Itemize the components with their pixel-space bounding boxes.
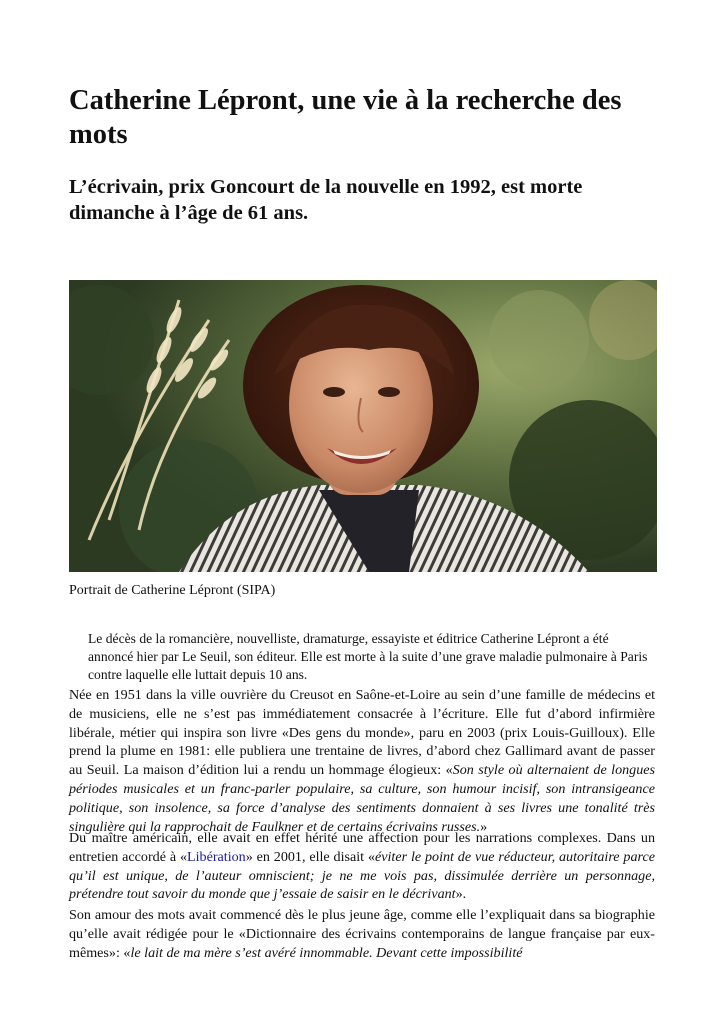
portrait-photo [69,280,657,572]
liberation-link[interactable]: Libération [187,848,246,865]
paragraph-text: » en 2001, elle disait « [245,848,375,865]
quote-dictionary: le lait de ma mère s’est avéré innommable. Devant cette impossibilité [130,944,523,961]
paragraph-text: Née en 1951 dans la ville ouvrière du Creusot en Saône-et-Loire au sein d’une famille de médecins et de musiciens, elle ne s’est pas immédiatement consacrée à l’écriture. Elle fut d’abord infirmière libérale, métier qui inspira son livre «Des gens du monde», paru en 2003 (prix Louis-Guilloux). Elle prend la plume en 1981: elle publiera une trentaine de livres, d’abord chez Gallimard avant de passer au Seuil. La maison d’édition lui a rendu un hommage élogieux: « [69,687,655,779]
quote-interview: éviter le point de vue réducteur, autoritaire parce qu’il est unique, de l’auteur omniscient; je ne me vois pas, dissimulée derrière un personnage, prétendre tout savoir du monde que j’essaie de saisir en le décrivant [69,848,655,903]
paragraph-childhood [69,906,655,968]
article-subtitle: L’écrivain, prix Goncourt de la nouvelle en 1992, est morte dimanche à l’âge de 61 ans. [69,176,583,224]
quote-seuil-tribute: Son style où alternaient de longues périodes musicales et un franc-parler populaire, sa culture, son humour incisif, son intransigeance politique, son insolence, sa force d’analyse des sentiments donnaient à ses livres une tonalité très singulière qui la rapprochait de Faulkner et de certains écrivains russes. [69,762,656,835]
article-title: Catherine Lépront, une vie à la recherche des mots [69,85,622,150]
paragraph-faulkner [69,829,655,904]
paragraph-text: Son amour des mots avait commencé dès le plus jeune âge, comme elle l’expliquait dans sa biographie qu’elle avait rédigée pour le «Dictionnaire des écrivains contemporains de langue française par eux-mêmes»: « [69,907,655,961]
photo-caption: Portrait de Catherine Lépront (SIPA) [69,583,276,598]
quote-close: » [480,818,488,835]
quote-close: ». [455,886,467,903]
paragraph-text: Du maître américain, elle avait en effet hérité une affection pour les narrations complexes. Dans un entretien accordé à « [69,830,655,865]
article-lead: Le décès de la romancière, nouvelliste, dramaturge, essayiste et éditrice Catherine Lépront a été annoncé hier par Le Seuil, son éditeur. Elle est morte à la suite d’une grave maladie pulmonaire à Paris contre laquelle elle luttait depuis 10 ans. [88,631,648,682]
paragraph-biography [69,686,655,836]
